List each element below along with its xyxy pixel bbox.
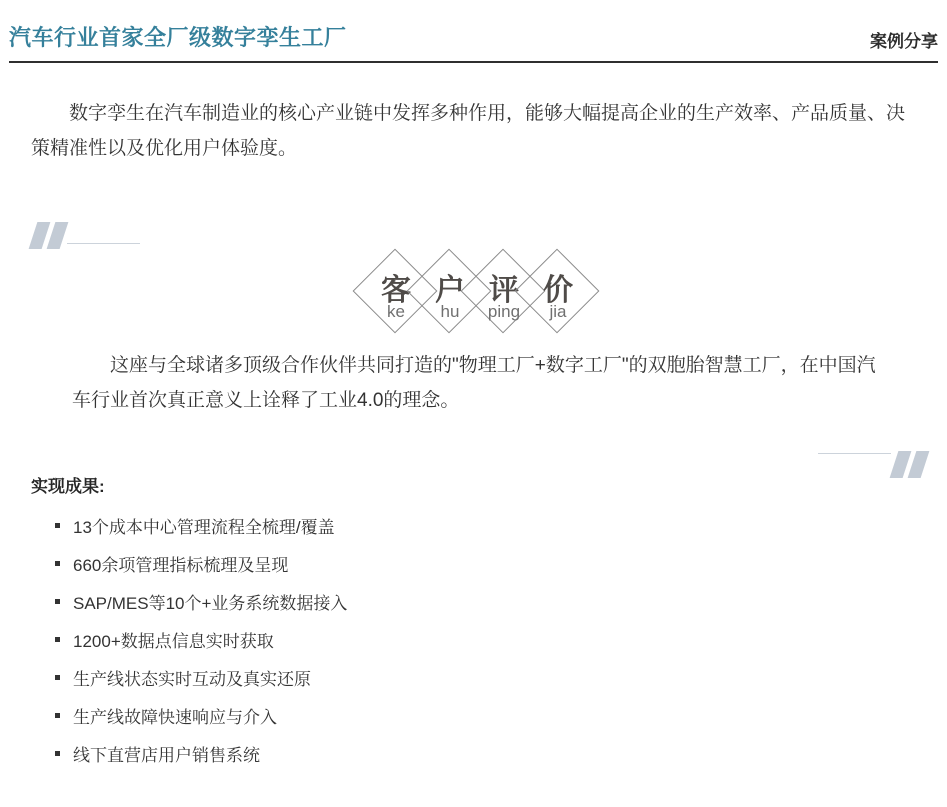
open-quote-icon xyxy=(33,222,140,249)
list-item-text: 1200+数据点信息实时获取 xyxy=(73,631,274,651)
stamp-diamond-jia xyxy=(514,248,602,336)
intro-paragraph: 数字孪生在汽车制造业的核心产业链中发挥多种作用，能够大幅提高企业的生产效率、产品质量、决策精准性以及优化用户体验度。 xyxy=(31,103,906,159)
list-item-text: 线下直营店用户销售系统 xyxy=(73,745,260,765)
list-item xyxy=(9,734,938,772)
stamp-character: 户 xyxy=(435,274,465,307)
stamp-character: 价 xyxy=(543,274,573,307)
stamp-character: 评 xyxy=(489,274,519,307)
bullet-square-icon xyxy=(55,599,60,604)
list-item xyxy=(9,544,938,582)
bullet-square-icon xyxy=(55,523,60,528)
bullet-square-icon xyxy=(55,751,60,756)
stamp-pinyin: jia xyxy=(549,302,567,321)
list-item xyxy=(9,620,938,658)
quote-bar xyxy=(47,222,69,249)
list-item xyxy=(9,696,938,734)
stamp-pinyin: ping xyxy=(487,302,521,321)
list-item-text: SAP/MES等10个+业务系统数据接入 xyxy=(73,593,348,613)
list-item-text: 生产线故障快速响应与介入 xyxy=(73,707,277,727)
results-heading: 实现成果: xyxy=(31,477,105,496)
case-share-badge: 案例分享 xyxy=(870,32,938,51)
close-quote-icon xyxy=(818,451,925,478)
stamp-character: 客 xyxy=(381,274,411,307)
customer-review-stamp xyxy=(9,248,938,336)
list-item xyxy=(9,658,938,696)
stamp-pinyin: hu xyxy=(440,302,460,321)
page-header xyxy=(9,22,938,52)
list-item-text: 660余项管理指标梳理及呈现 xyxy=(73,555,289,575)
stamp-pinyin: ke xyxy=(387,302,405,321)
list-item xyxy=(9,582,938,620)
bullet-square-icon xyxy=(55,561,60,566)
header-divider xyxy=(9,61,938,63)
quote-paragraph: 这座与全球诸多顶级合作伙伴共同打造的"物理工厂+数字工厂"的双胞胎智慧工厂，在中国汽车行业首次真正意义上诠释了工业4.0的理念。 xyxy=(72,355,876,411)
bullet-square-icon xyxy=(55,713,60,718)
case-study-page xyxy=(0,22,947,807)
bullet-square-icon xyxy=(55,637,60,642)
quote-rule-line xyxy=(818,453,891,454)
bullet-square-icon xyxy=(55,675,60,680)
quote-bar xyxy=(908,451,930,478)
page-title: 汽车行业首家全厂级数字孪生工厂 xyxy=(9,25,347,50)
quote-rule-line xyxy=(67,243,140,244)
list-item-text: 13个成本中心管理流程全梳理/覆盖 xyxy=(73,517,335,537)
list-item-text: 生产线状态实时互动及真实还原 xyxy=(73,669,311,689)
list-item xyxy=(9,506,938,544)
results-list xyxy=(9,506,938,772)
